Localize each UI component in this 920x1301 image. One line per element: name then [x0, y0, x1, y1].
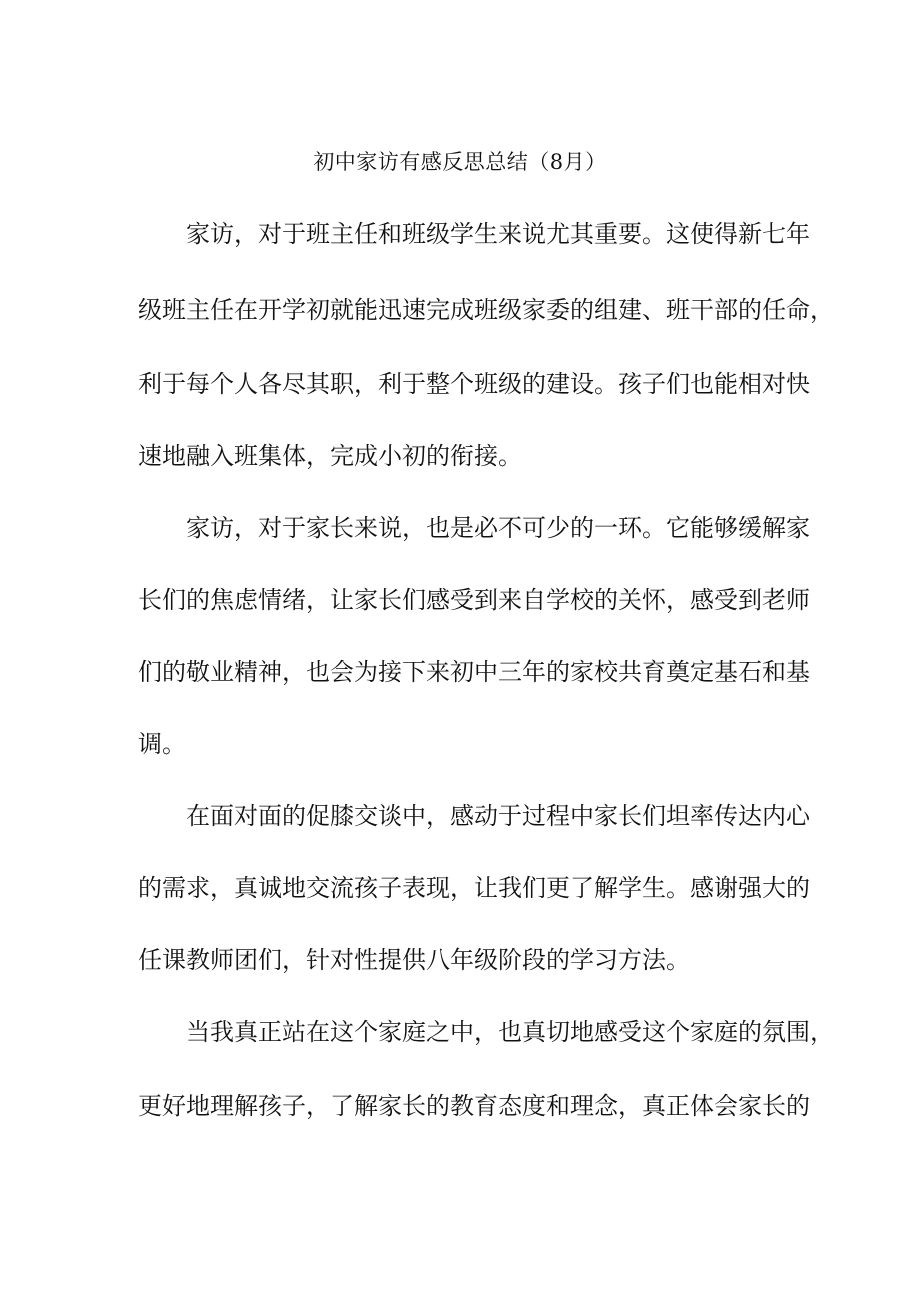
paragraph-line: 家访，对于班主任和班级学生来说尤其重要。这使得新七年	[186, 220, 810, 248]
paragraph-line: 调。	[138, 730, 186, 758]
paragraph-line: 利于每个人各尽其职，利于整个班级的建设。孩子们也能相对快	[138, 370, 810, 398]
paragraph-line: 当我真正站在这个家庭之中，也真切地感受这个家庭的氛围，	[186, 1018, 834, 1046]
paragraph-line: 任课教师团们，针对性提供八年级阶段的学习方法。	[138, 946, 690, 974]
paragraph-line: 家访，对于家长来说，也是必不可少的一环。它能够缓解家	[186, 514, 810, 542]
paragraph-line: 速地融入班集体，完成小初的衔接。	[138, 442, 522, 470]
paragraph-line: 级班主任在开学初就能迅速完成班级家委的组建、班干部的任命，	[138, 296, 834, 324]
paragraph-line: 们的敬业精神，也会为接下来初中三年的家校共育奠定基石和基	[138, 658, 810, 686]
paragraph-line: 在面对面的促膝交谈中，感动于过程中家长们坦率传达内心	[186, 802, 810, 830]
document-title: 初中家访有感反思总结（8月）	[313, 150, 607, 174]
paragraph-line: 的需求，真诚地交流孩子表现，让我们更了解学生。感谢强大的	[138, 874, 810, 902]
paragraph-line: 长们的焦虑情绪，让家长们感受到来自学校的关怀，感受到老师	[138, 586, 810, 614]
paragraph-line: 更好地理解孩子，了解家长的教育态度和理念，真正体会家长的	[138, 1092, 810, 1120]
